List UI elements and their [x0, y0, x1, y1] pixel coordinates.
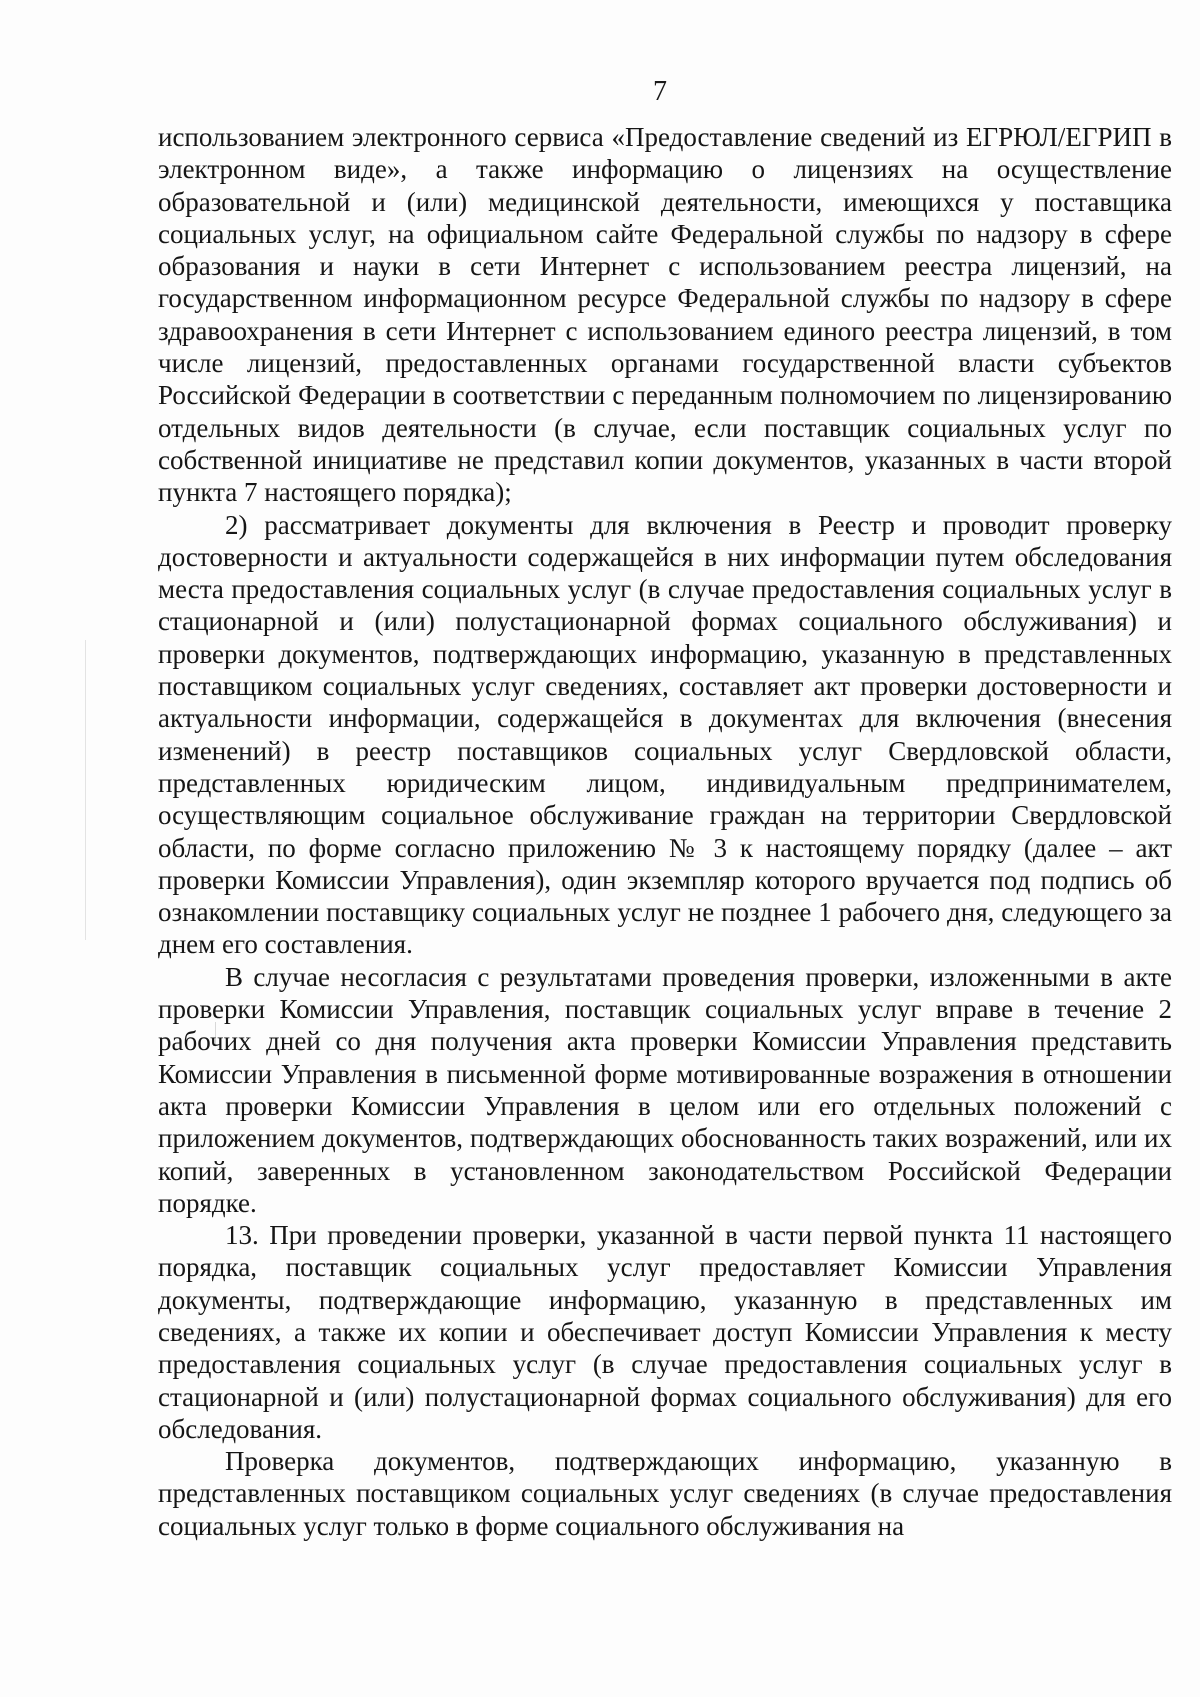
- paragraph-objection: В случае несогласия с результатами проведения проверки, изложенными в акте проверки Комиссии Управления, поставщик социальных услуг вправе в течение 2 рабочих дней со дня получения акта проверки Комиссии Управления представить Комиссии Управления в письменной форме мотивированные возражения в отношении акта проверки Комиссии Управления в целом или его отдельных положений с приложением документов, подтверждающих обоснованность таких возражений, или их копий, заверенных в установленном законодательством Российской Федерации порядке.: [158, 961, 1172, 1218]
- paragraph-item-13: 13. При проведении проверки, указанной в части первой пункта 11 настоящего порядка, поставщик социальных услуг предоставляет Комиссии Управления документы, подтверждающие информацию, указанную в представленных им сведениях, а также их копии и обеспечивает доступ Комиссии Управления к месту предоставления социальных услуг (в случае предоставления социальных услуг в стационарной и (или) полустационарной формах социального обслуживания) для его обследования.: [158, 1220, 1172, 1444]
- paragraph-item-2: 2) рассматривает документы для включения в Реестр и проводит проверку достоверности и актуальности содержащейся в них информации путем обследования места предоставления социальных услуг (в случае предоставления социальных услуг в стационарной и (или) полустационарной формах социального обслуживания) и проверки документов, подтверждающих информацию, указанную в представленных поставщиком социальных услуг сведениях, составляет акт проверки достоверности и актуальности информации, содержащейся в документах для включения (внесения изменений) в реестр поставщиков социальных услуг Свердловской области, представленных юридическим лицом, индивидуальным предпринимателем, осуществляющим социальное обслуживание граждан на территории Свердловской области, по форме согласно приложению № 3 к настоящему порядку (далее – акт проверки Комиссии Управления), один экземпляр которого вручается под подпись об ознакомлении поставщику социальных услуг не позднее 1 рабочего дня, следующего за днем его составления.: [158, 509, 1172, 960]
- document-body: [158, 121, 1172, 1542]
- paragraph-continuation: использованием электронного сервиса «Предоставление сведений из ЕГРЮЛ/ЕГРИП в электронном виде», а также информацию о лицензиях на осуществление образовательной и (или) медицинской деятельности, имеющихся у поставщика социальных услуг, на официальном сайте Федеральной службы по надзору в сфере образования и науки в сети Интернет с использованием реестра лицензий, на государственном информационном ресурсе Федеральной службы по надзору в сфере здравоохранения в сети Интернет с использованием единого реестра лицензий, в том числе лицензий, предоставленных органами государственной власти субъектов Российской Федерации в соответствии с переданным полномочием по лицензированию отдельных видов деятельности (в случае, если поставщик социальных услуг по собственной инициативе не представил копии документов, указанных в части второй пункта 7 настоящего порядка);: [158, 122, 1172, 508]
- page-number: 7: [653, 76, 667, 107]
- paragraph-verification: Проверка документов, подтверждающих информацию, указанную в представленных поставщиком социальных услуг сведениях (в случае предоставления социальных услуг только в форме социального обслуживания на: [158, 1446, 1172, 1541]
- scan-margin-line: [85, 640, 86, 940]
